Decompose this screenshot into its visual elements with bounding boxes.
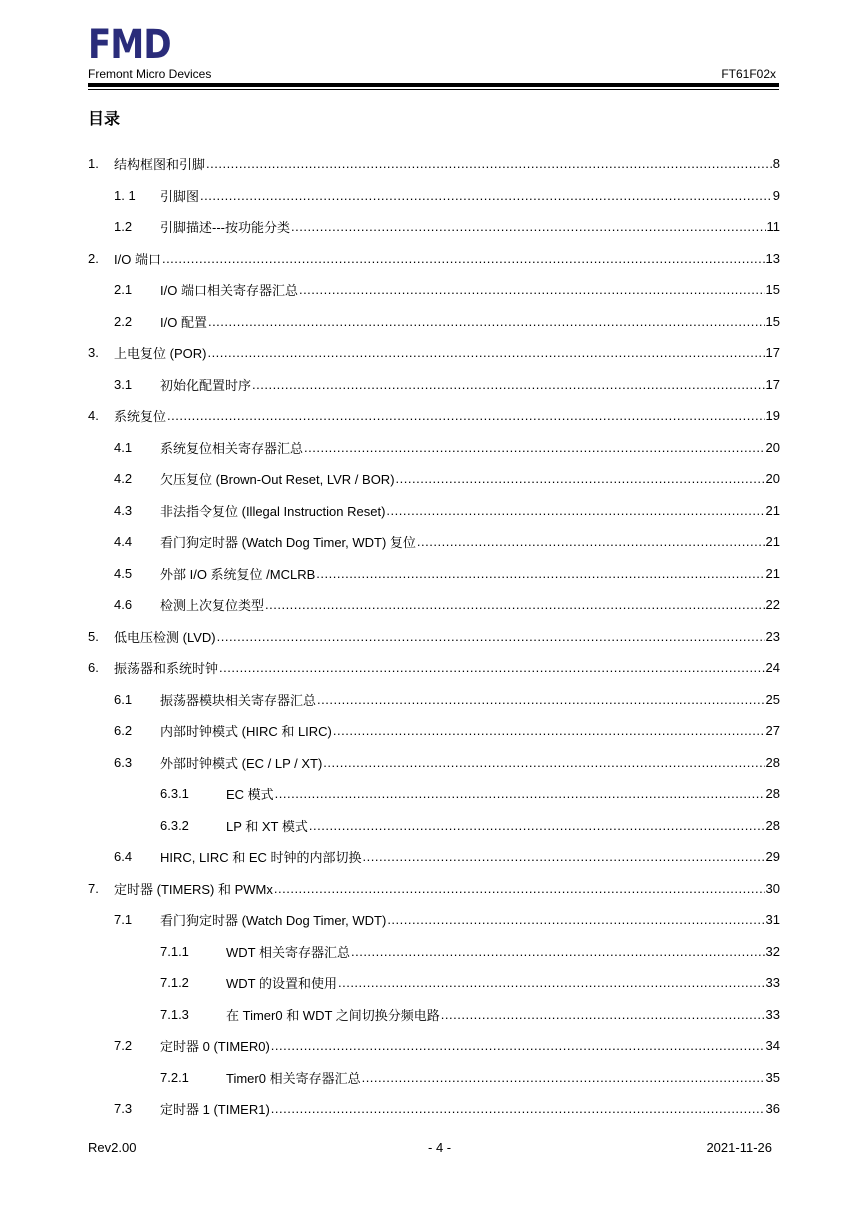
toc-entry-number: 6.3 xyxy=(114,754,133,770)
toc-entry-page: 27 xyxy=(765,723,780,739)
dot-leader xyxy=(304,440,765,455)
toc-entry-number: 7.1.3 xyxy=(160,1006,189,1022)
toc-entry[interactable] xyxy=(88,463,780,495)
toc-entry[interactable] xyxy=(88,1093,780,1125)
toc-entry-number: 6.3.2 xyxy=(160,817,189,833)
toc-entry-number: 4.4 xyxy=(114,534,133,550)
toc-entry-title: 定时器 0 (TIMER0) xyxy=(160,1039,270,1055)
toc-entry-title: 初始化配置时序 xyxy=(160,377,252,393)
toc-entry[interactable] xyxy=(88,684,780,716)
toc-entry-page: 23 xyxy=(765,628,780,644)
toc-entry-title: 欠压复位 (Brown-Out Reset, LVR / BOR) xyxy=(160,472,395,488)
toc-entry-page: 19 xyxy=(765,408,780,424)
toc-entry[interactable] xyxy=(88,1030,780,1062)
toc-entry-title: EC 模式 xyxy=(226,787,274,803)
toc-entry-number: 5. xyxy=(88,628,99,644)
toc-entry-page: 8 xyxy=(772,156,780,172)
toc-entry-page: 32 xyxy=(765,943,780,959)
toc-entry-title: 低电压检测 (LVD) xyxy=(114,629,216,645)
dot-leader xyxy=(291,219,766,234)
toc-entry[interactable] xyxy=(88,810,780,842)
dot-leader xyxy=(417,534,765,549)
footer-revision: Rev2.00 xyxy=(88,1140,137,1155)
toc-entry-number: 7.3 xyxy=(114,1101,133,1117)
toc-entry[interactable] xyxy=(88,715,780,747)
dot-leader xyxy=(338,975,765,990)
toc-entry[interactable] xyxy=(88,1062,780,1094)
footer-date: 2021-11-26 xyxy=(706,1140,772,1155)
toc-entry-number: 1. xyxy=(88,156,99,172)
toc-entry-title: I/O 端口 xyxy=(114,251,161,267)
toc-entry-page: 20 xyxy=(765,471,780,487)
dot-leader xyxy=(162,251,765,266)
dot-leader xyxy=(351,944,765,959)
toc-entry[interactable] xyxy=(88,621,780,653)
toc-entry-title: I/O 配置 xyxy=(160,314,207,330)
toc-entry-number: 7.2.1 xyxy=(160,1069,189,1085)
toc-entry-number: 7.1.1 xyxy=(160,943,189,959)
toc-entry-title: 振荡器模块相关寄存器汇总 xyxy=(160,692,317,708)
toc-entry-number: 2.1 xyxy=(114,282,133,298)
toc-entry-number: 4.6 xyxy=(114,597,133,613)
product-name: FT61F02x xyxy=(721,67,776,81)
company-name: Fremont Micro Devices xyxy=(88,67,212,81)
header-rule-thin xyxy=(88,89,779,90)
dot-leader xyxy=(275,786,765,801)
toc-entry-title: 看门狗定时器 (Watch Dog Timer, WDT) 复位 xyxy=(160,535,416,551)
toc-entry-number: 4.1 xyxy=(114,439,133,455)
toc-entry-title: 检测上次复位类型 xyxy=(160,598,265,614)
toc-entry-number: 4.2 xyxy=(114,471,133,487)
table-of-contents xyxy=(88,148,780,1125)
dot-leader xyxy=(217,629,765,644)
toc-entry-page: 31 xyxy=(765,912,780,928)
toc-entry[interactable] xyxy=(88,148,780,180)
toc-entry-number: 1. 1 xyxy=(114,187,136,203)
toc-entry-number: 3.1 xyxy=(114,376,133,392)
toc-entry[interactable] xyxy=(88,936,780,968)
dot-leader xyxy=(274,881,765,896)
dot-leader xyxy=(396,471,765,486)
toc-entry[interactable] xyxy=(88,999,780,1031)
toc-entry-page: 28 xyxy=(765,786,780,802)
toc-entry-title: 在 Timer0 和 WDT 之间切换分频电路 xyxy=(226,1007,440,1023)
dot-leader xyxy=(208,314,765,329)
toc-entry[interactable] xyxy=(88,369,780,401)
toc-entry[interactable] xyxy=(88,841,780,873)
toc-entry[interactable] xyxy=(88,337,780,369)
toc-entry-page: 33 xyxy=(765,1006,780,1022)
toc-entry-page: 21 xyxy=(765,565,780,581)
toc-entry-title: LP 和 XT 模式 xyxy=(226,818,308,834)
toc-entry-page: 22 xyxy=(765,597,780,613)
toc-entry-page: 28 xyxy=(765,817,780,833)
toc-entry-title: HIRC, LIRC 和 EC 时钟的内部切换 xyxy=(160,850,362,866)
toc-entry-title: 外部 I/O 系统复位 /MCLRB xyxy=(160,566,316,582)
dot-leader xyxy=(362,1070,765,1085)
header-rule-thick xyxy=(88,83,779,87)
toc-entry[interactable] xyxy=(88,967,780,999)
toc-entry-page: 17 xyxy=(765,345,780,361)
toc-entry-page: 28 xyxy=(765,754,780,770)
toc-entry-title: Timer0 相关寄存器汇总 xyxy=(226,1070,361,1086)
toc-entry[interactable] xyxy=(88,526,780,558)
toc-entry-number: 6. xyxy=(88,660,99,676)
toc-title: 目录 xyxy=(88,111,121,128)
dot-leader xyxy=(207,345,764,360)
dot-leader xyxy=(317,692,765,707)
toc-entry-title: 引脚图 xyxy=(160,188,200,204)
toc-entry-title: 看门狗定时器 (Watch Dog Timer, WDT) xyxy=(160,913,387,929)
toc-entry-page: 20 xyxy=(765,439,780,455)
dot-leader xyxy=(252,377,765,392)
toc-entry-title: 振荡器和系统时钟 xyxy=(114,661,219,677)
dot-leader xyxy=(299,282,765,297)
toc-entry-number: 6.2 xyxy=(114,723,133,739)
toc-entry-title: 外部时钟模式 (EC / LP / XT) xyxy=(160,755,323,771)
toc-entry[interactable] xyxy=(88,652,780,684)
toc-entry-page: 34 xyxy=(765,1038,780,1054)
toc-entry[interactable] xyxy=(88,589,780,621)
toc-entry[interactable] xyxy=(88,432,780,464)
toc-entry-page: 15 xyxy=(765,313,780,329)
dot-leader xyxy=(206,156,772,171)
dot-leader xyxy=(265,597,765,612)
dot-leader xyxy=(363,849,765,864)
toc-entry-number: 3. xyxy=(88,345,99,361)
toc-entry-title: 结构框图和引脚 xyxy=(114,157,206,173)
toc-entry-title: 引脚描述---按功能分类 xyxy=(160,220,290,236)
toc-entry-title: WDT 相关寄存器汇总 xyxy=(226,944,350,960)
toc-entry[interactable] xyxy=(88,400,780,432)
toc-entry-page: 30 xyxy=(765,880,780,896)
toc-entry[interactable] xyxy=(88,904,780,936)
toc-entry-page: 24 xyxy=(765,660,780,676)
dot-leader xyxy=(387,912,764,927)
dot-leader xyxy=(386,503,764,518)
toc-entry-page: 35 xyxy=(765,1069,780,1085)
toc-entry-title: 内部时钟模式 (HIRC 和 LIRC) xyxy=(160,724,332,740)
toc-entry-number: 4.5 xyxy=(114,565,133,581)
toc-entry-page: 15 xyxy=(765,282,780,298)
toc-entry-page: 36 xyxy=(765,1101,780,1117)
toc-entry-number: 7. xyxy=(88,880,99,896)
toc-entry-page: 25 xyxy=(765,691,780,707)
toc-entry-page: 33 xyxy=(765,975,780,991)
toc-entry[interactable] xyxy=(88,180,780,212)
dot-leader xyxy=(323,755,764,770)
dot-leader xyxy=(309,818,765,833)
toc-entry-title: 非法指令复位 (Illegal Instruction Reset) xyxy=(160,503,386,519)
toc-entry-page: 11 xyxy=(766,219,780,235)
toc-entry[interactable] xyxy=(88,243,780,275)
toc-entry[interactable] xyxy=(88,211,780,243)
toc-entry-title: 上电复位 (POR) xyxy=(114,346,207,362)
toc-entry-number: 2. xyxy=(88,250,99,266)
toc-entry-number: 7.1.2 xyxy=(160,975,189,991)
toc-entry[interactable] xyxy=(88,747,780,779)
toc-entry-number: 2.2 xyxy=(114,313,133,329)
toc-entry-title: 系统复位 xyxy=(114,409,167,425)
dot-leader xyxy=(333,723,765,738)
fmd-logo: FMD xyxy=(88,22,171,68)
footer-page-number: - 4 - xyxy=(428,1140,452,1155)
dot-leader xyxy=(271,1101,765,1116)
toc-entry-number: 4.3 xyxy=(114,502,133,518)
toc-entry-title: 定时器 (TIMERS) 和 PWMx xyxy=(114,881,273,897)
toc-entry-page: 21 xyxy=(765,502,780,518)
dot-leader xyxy=(200,188,772,203)
toc-entry-page: 17 xyxy=(765,376,780,392)
toc-entry-title: 系统复位相关寄存器汇总 xyxy=(160,440,304,456)
dot-leader xyxy=(167,408,765,423)
toc-entry-number: 6.3.1 xyxy=(160,786,189,802)
toc-entry-title: WDT 的设置和使用 xyxy=(226,976,337,992)
dot-leader xyxy=(271,1038,765,1053)
toc-entry-number: 4. xyxy=(88,408,99,424)
dot-leader xyxy=(441,1007,765,1022)
toc-entry[interactable] xyxy=(88,778,780,810)
toc-entry-number: 1.2 xyxy=(114,219,133,235)
toc-entry-title: I/O 端口相关寄存器汇总 xyxy=(160,283,298,299)
toc-entry-page: 21 xyxy=(765,534,780,550)
toc-entry-page: 9 xyxy=(772,187,780,203)
toc-entry[interactable] xyxy=(88,558,780,590)
toc-entry-title: 定时器 1 (TIMER1) xyxy=(160,1102,270,1118)
toc-entry-page: 13 xyxy=(765,250,780,266)
toc-entry-page: 29 xyxy=(765,849,780,865)
dot-leader xyxy=(219,660,765,675)
toc-entry[interactable] xyxy=(88,274,780,306)
toc-entry-number: 6.4 xyxy=(114,849,133,865)
toc-entry[interactable] xyxy=(88,306,780,338)
toc-entry[interactable] xyxy=(88,873,780,905)
dot-leader xyxy=(316,566,764,581)
toc-entry[interactable] xyxy=(88,495,780,527)
toc-entry-number: 6.1 xyxy=(114,691,133,707)
toc-entry-number: 7.1 xyxy=(114,912,133,928)
toc-entry-number: 7.2 xyxy=(114,1038,133,1054)
